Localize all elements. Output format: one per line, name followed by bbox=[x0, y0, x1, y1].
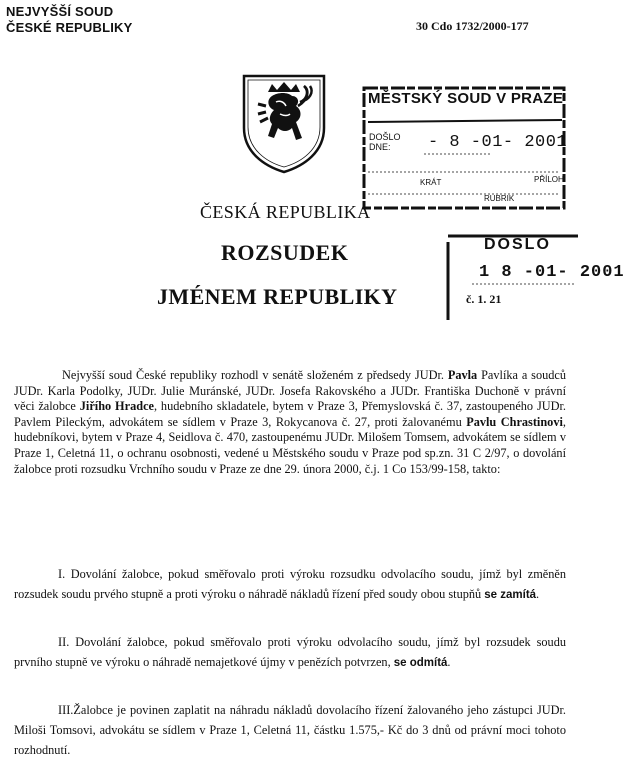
city-court-stamp-labels bbox=[369, 132, 401, 152]
country-heading: ČESKÁ REPUBLIKA bbox=[200, 202, 371, 222]
ruling-2 bbox=[14, 632, 566, 673]
stamp-label-krat: KRÁT bbox=[420, 178, 442, 187]
intro-text-2: Pavlíka a soudců JUDr. Karla Podolky, JUDr. Julie Muránské, JUDr. Josefa Rakovského a JUDr. Františka Duchoně v právní věci žalobce bbox=[14, 368, 567, 414]
city-court-stamp-title: MĚSTSKÝ SOUD V PRAZE bbox=[368, 90, 564, 107]
court-name bbox=[6, 4, 133, 36]
stamp-label-doslo: DOŠLO bbox=[369, 132, 401, 142]
ruling-3: III.Žalobce je povinen zaplatit na náhradu nákladů dovolacího řízení žalovaného jeho zástupci JUDr. Miloši Tomsovi, advokátu se sídlem v Praze 1, Celetná 11, částku 1.575,- Kč do 3 dnů od právní moci tohoto rozhodnutí. bbox=[14, 703, 566, 757]
city-court-stamp-date: - 8 -01- 2001 bbox=[428, 133, 568, 152]
intro-paragraph bbox=[14, 368, 566, 477]
received-stamp-title: DOŠLO bbox=[484, 236, 551, 253]
intro-text-1: Nejvyšší soud České republiky rozhodl v senátě složeném z předsedy JUDr. bbox=[62, 368, 448, 382]
ruling-1-end: . bbox=[536, 587, 540, 601]
ruling-2-end: . bbox=[447, 655, 451, 669]
court-name-line2: ČESKÉ REPUBLIKY bbox=[6, 20, 133, 35]
intro-text-3: , hudebního skladatele, bytem v Praze 3, Přemyslovská č. 37, zastoupeného JUDr. Pavlem Pileckým, advokátem se sídlem v Praze 3, Rokycanova č. 27, proti žalovanému bbox=[14, 399, 566, 429]
ruling-1 bbox=[14, 564, 566, 605]
judge-name: Pavla bbox=[447, 368, 478, 382]
ruling-1-text: I. Dovolání žalobce, pokud směřovalo proti výroku rozsudku odvolacího soudu, jímž byl změněn rozsudek soudu prvého stupně a proti výroku o náhradě nákladů řízení před soudy obou stupňů bbox=[14, 567, 566, 601]
court-name-line1: NEJVYŠŠÍ SOUD bbox=[6, 4, 114, 19]
case-number: 30 Cdo 1732/2000-177 bbox=[416, 19, 529, 33]
received-stamp-date: 1 8 -01- 2001 bbox=[479, 263, 625, 282]
stamp-label-dne: DNE: bbox=[369, 142, 391, 152]
stamp-label-rubrik: RUBRIK bbox=[484, 194, 515, 203]
in-name-heading: JMÉNEM REPUBLIKY bbox=[157, 284, 398, 309]
ruling-2-text: II. Dovolání žalobce, pokud směřovalo proti výroku odvolacího soudu, jímž byl rozsudek soudu prvního stupně ve výroku o náhradě nemajetkové újmy v penězích potvrzen, bbox=[14, 635, 566, 669]
verdict-heading: ROZSUDEK bbox=[221, 240, 349, 265]
stamp-label-prilohy: PŘÍLOH bbox=[534, 175, 564, 184]
intro-text-4: , hudebníkovi, bytem v Praze 4, Seidlova č. 470, zastoupenému JUDr. Milošem Tomsem, advokátem se sídlem v Praze 1, Celetná 11, o ochranu osobnosti, vedené u Městského soudu v Praze pod sp.zn. 31 C 2/97, o dovolání žalobce proti rozsudku Vrchního soudu v Praze ze dne 29. února 2000, č.j. 1 Co 153/99-158, takto: bbox=[14, 414, 566, 476]
received-stamp-number: č. 1. 21 bbox=[466, 292, 502, 306]
ruling-1-decision: se zamítá bbox=[484, 589, 537, 601]
czech-coat-of-arms-icon bbox=[238, 70, 330, 174]
defendant-name: Pavlu Chrastinovi bbox=[466, 414, 563, 429]
plaintiff-name: Jiřího Hradce bbox=[79, 399, 154, 414]
ruling-2-decision: se odmítá bbox=[393, 657, 448, 669]
